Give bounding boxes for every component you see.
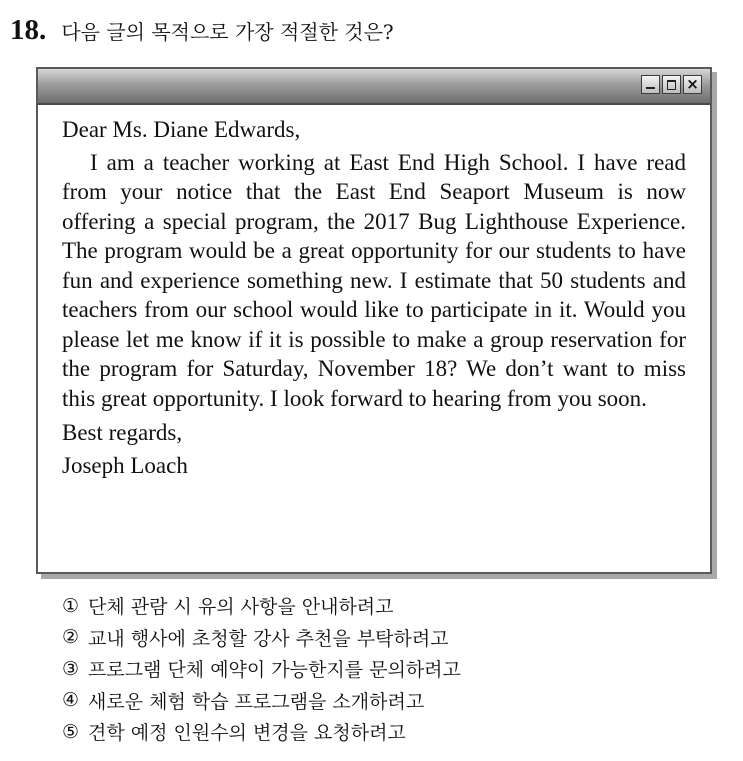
close-icon: × — [686, 75, 699, 93]
option-number: ② — [62, 626, 80, 649]
question-prompt: 다음 글의 목적으로 가장 적절한 것은? — [61, 20, 394, 44]
minimize-button[interactable] — [641, 75, 660, 94]
option-text: 교내 행사에 초청할 강사 추천을 부탁하려고 — [88, 627, 449, 650]
answer-option-3[interactable] — [62, 653, 722, 685]
answer-options — [62, 590, 722, 748]
letter-closing: Best regards, — [62, 420, 183, 445]
letter-salutation: Dear Ms. Diane Edwards, — [62, 117, 301, 142]
letter-content — [62, 115, 686, 480]
maximize-button[interactable] — [662, 75, 681, 94]
window-controls — [639, 75, 702, 95]
option-number: ⑤ — [62, 720, 80, 743]
close-button[interactable] — [683, 75, 702, 94]
answer-option-4[interactable] — [62, 685, 722, 717]
option-number: ③ — [62, 657, 80, 680]
answer-option-5[interactable] — [62, 716, 722, 748]
question-header — [10, 14, 730, 54]
question-number: 18. — [10, 14, 47, 46]
letter-signature: Joseph Loach — [62, 452, 188, 478]
window-titlebar[interactable] — [38, 69, 710, 105]
option-text: 새로운 체험 학습 프로그램을 소개하려고 — [88, 690, 425, 713]
maximize-icon — [663, 76, 680, 93]
option-number: ④ — [62, 689, 80, 712]
answer-option-1[interactable] — [62, 590, 722, 622]
option-number: ① — [62, 594, 80, 617]
letter-body: I am a teacher working at East End High School. I have read from your notice that the East End Seaport Museum is now offering a special program, the 2017 Bug Lighthouse Experience. The program would be a great opportunity for our students to have fun and experience something new. I estimate that 50 students and teachers from our school would like to participate in it. Would you please let me know if it is possible to make a group reservation for the program for Saturday, November 18? We don’t want to miss this great opportunity. I look forward to hearing from you soon. — [62, 149, 686, 411]
letter-window — [36, 67, 712, 574]
answer-option-2[interactable] — [62, 622, 722, 654]
option-text: 프로그램 단체 예약이 가능한지를 문의하려고 — [88, 659, 461, 682]
option-text: 견학 예정 인원수의 변경을 요청하려고 — [88, 722, 406, 745]
minimize-icon — [642, 76, 659, 93]
option-text: 단체 관람 시 유의 사항을 안내하려고 — [88, 596, 394, 619]
